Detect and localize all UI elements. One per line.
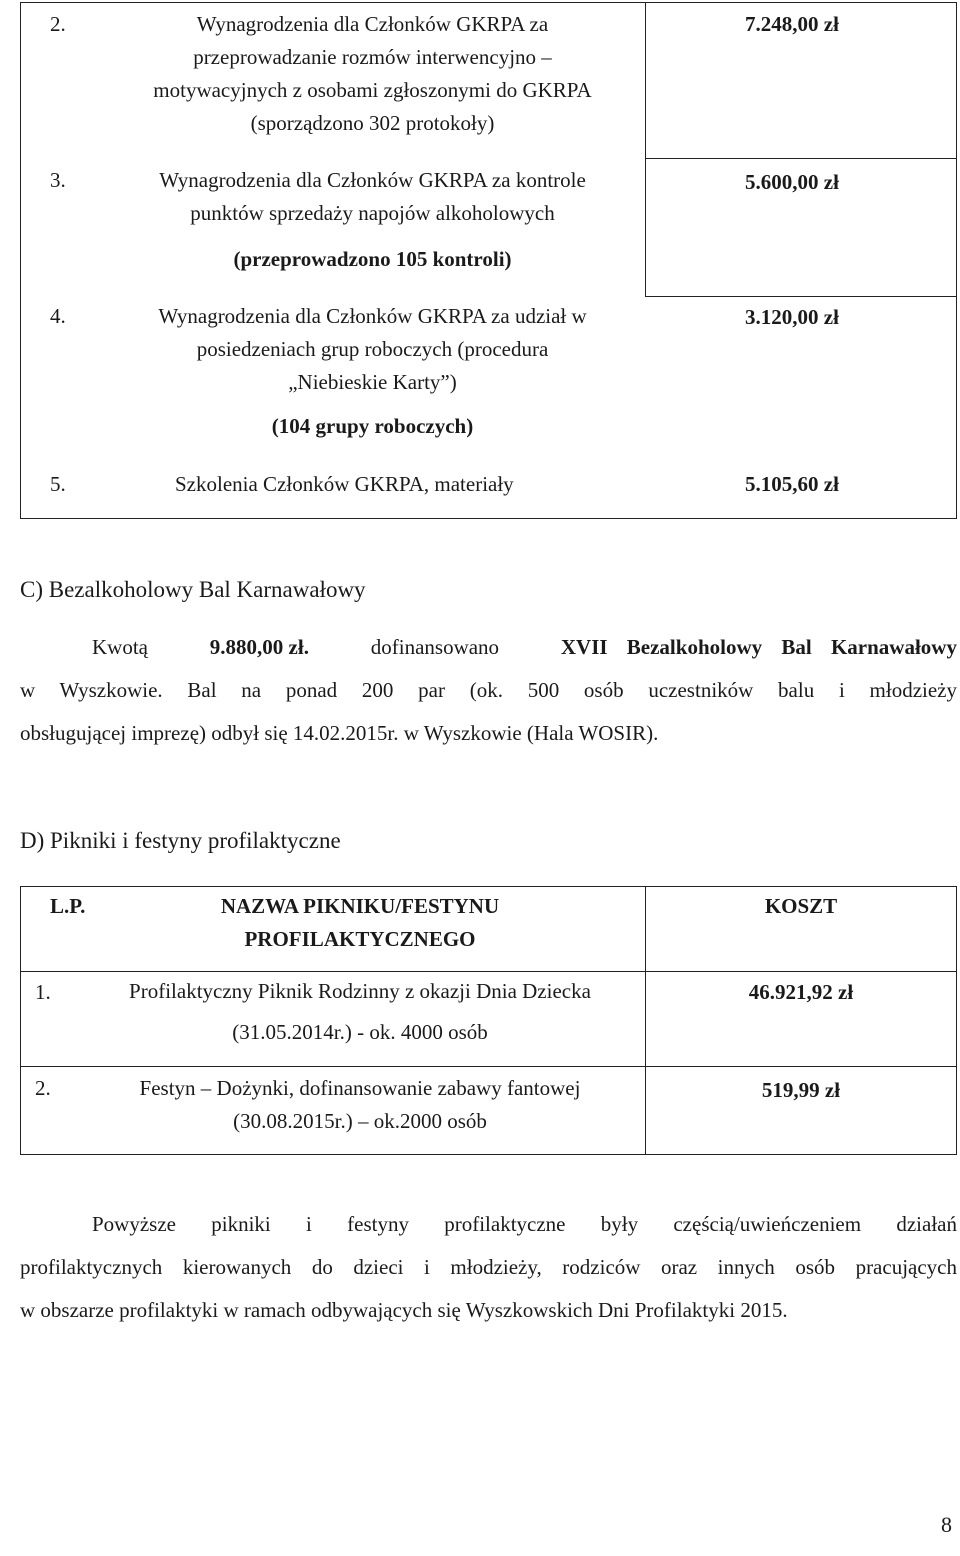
section-d-heading: D) Pikniki i festyny profilaktyczne [20, 828, 341, 853]
header-name: NAZWA PIKNIKU/FESTYNU PROFILAKTYCZNEGO [220, 894, 500, 951]
picnic-row-2-name: Festyn – Dożynki, dofinansowanie zabawy fantowej (30.08.2015r.) – ok.2000 osób [139, 1076, 581, 1133]
section-c-line-1: Kwotą 9.880,00 zł. dofinansowano XVII Bezalkoholowy Bal Karnawałowy [92, 635, 957, 659]
closing-line-3: w obszarze profilaktyki w ramach odbywających się Wyszkowskich Dni Profilaktyki 2015. [20, 1298, 788, 1322]
picnic-row-2-cost: 519,99 zł [761, 1078, 841, 1102]
picnic-row-2-lp: 2. [35, 1076, 51, 1100]
row-2-lp: 2. [50, 12, 66, 36]
row-5-amount: 5.105,60 zł [745, 472, 839, 496]
section-c-heading: C) Bezalkoholowy Bal Karnawałowy [20, 577, 366, 602]
page-number: 8 [941, 1512, 952, 1537]
section-c-line-2: w Wyszkowie. Bal na ponad 200 par (ok. 500 osób uczestników balu i młodzieży [20, 678, 957, 702]
picnic-row-1-lp: 1. [35, 980, 51, 1004]
closing-paragraph [20, 1203, 957, 1332]
closing-line-1: Powyższe pikniki i festyny profilaktyczne były częścią/uwieńczeniem działań [92, 1212, 957, 1236]
section-c-paragraph [20, 626, 957, 755]
row-3-description: Wynagrodzenia dla Członków GKRPA za kontrole punktów sprzedaży napojów alkoholowych [159, 168, 586, 225]
row-2-description: Wynagrodzenia dla Członków GKRPA za przeprowadzanie rozmów interwencyjno – motywacyjnych z osobami zgłoszonymi do GKRPA (sporządzono 302 protokoły) [153, 12, 592, 135]
header-lp: L.P. [50, 894, 86, 918]
row-2-amount: 7.248,00 zł [745, 12, 839, 36]
row-3-amount: 5.600,00 zł [745, 170, 839, 194]
section-c-line-3: obsługującej imprezę) odbył się 14.02.2015r. w Wyszkowie (Hala WOSIR). [20, 721, 659, 745]
row-4-note: (104 grupy roboczych) [271, 414, 474, 438]
row-4-description: Wynagrodzenia dla Członków GKRPA za udział w posiedzeniach grup roboczych (procedura „Niebieskie Karty”) [158, 304, 587, 394]
picnic-row-1-name: Profilaktyczny Piknik Rodzinny z okazji Dnia Dziecka (31.05.2014r.) - ok. 4000 osób [129, 979, 591, 1044]
row-5-lp: 5. [50, 472, 66, 496]
row-3-note: (przeprowadzono 105 kontroli) [233, 247, 512, 271]
row-5-description: Szkolenia Członków GKRPA, materiały [175, 472, 514, 496]
row-4-amount: 3.120,00 zł [745, 305, 839, 329]
row-4-lp: 4. [50, 304, 66, 328]
picnic-row-1-cost: 46.921,92 zł [748, 980, 854, 1004]
header-cost: KOSZT [764, 894, 838, 918]
row-3-lp: 3. [50, 168, 66, 192]
closing-line-2: profilaktycznych kierowanych do dzieci i młodzieży, rodziców oraz innych osób pracujących [20, 1255, 957, 1279]
